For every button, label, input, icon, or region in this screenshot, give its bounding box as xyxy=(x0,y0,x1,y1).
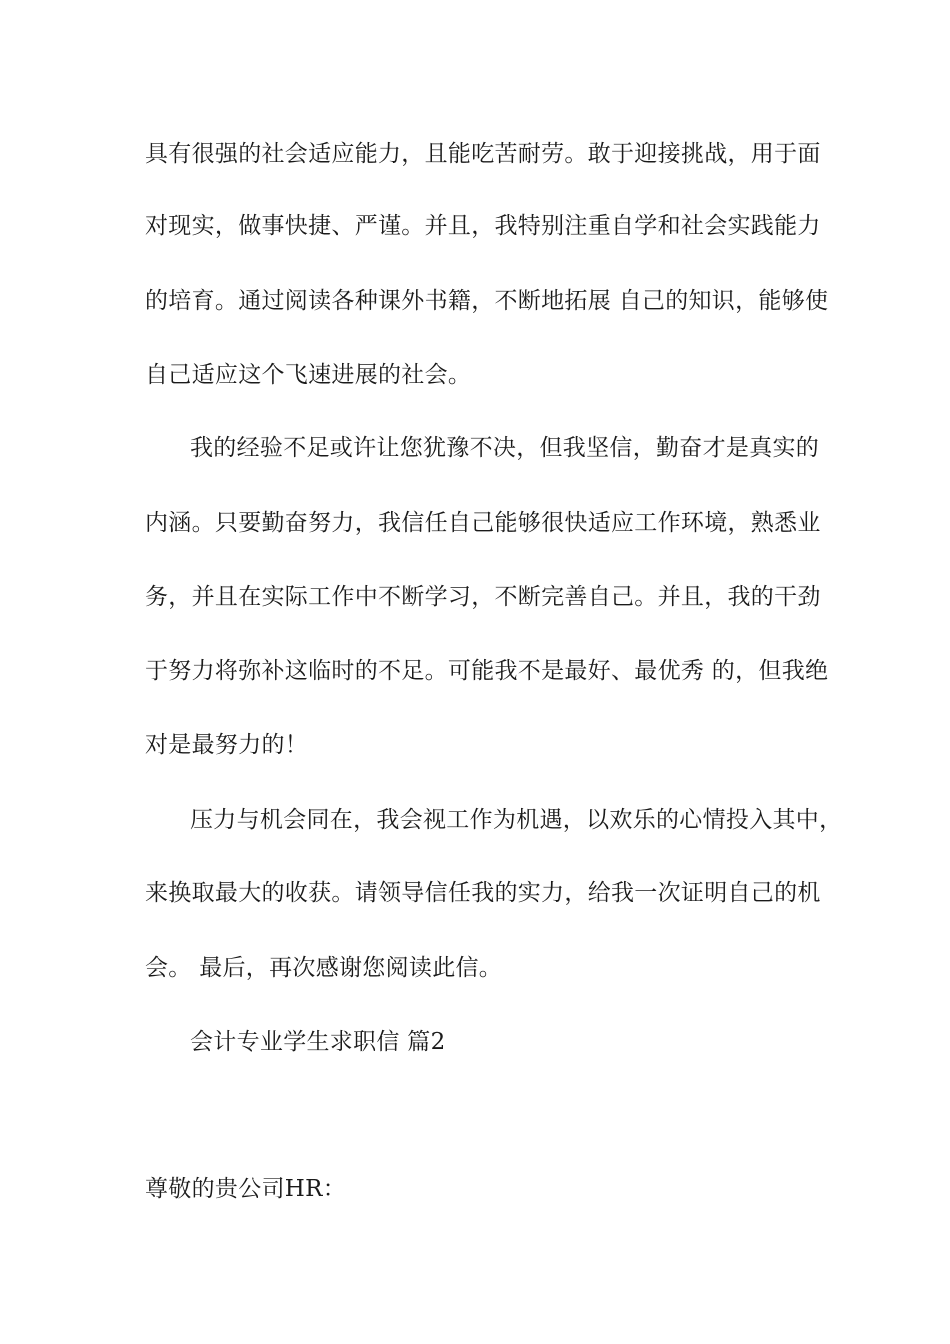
paragraph-line: 压力与机会同在，我会视工作为机遇，以欢乐的心情投入其中， xyxy=(190,807,843,833)
paragraph-line: 来换取最大的收获。请领导信任我的实力，给我一次证明自己的机 xyxy=(145,880,821,906)
paragraph-line: 对是最努力的！ xyxy=(145,732,309,758)
paragraph-line: 内涵。只要勤奋努力，我信任自己能够很快适应工作环境，熟悉业 xyxy=(145,510,821,536)
salutation: 尊敬的贵公司HR： xyxy=(145,1176,347,1202)
paragraph-line: 的培育。通过阅读各种课外书籍，不断地拓展 自己的知识，能够使 xyxy=(145,288,829,314)
paragraph-line: 于努力将弥补这临时的不足。可能我不是最好、最优秀 的，但我绝 xyxy=(145,658,829,684)
paragraph-line: 具有很强的社会适应能力，且能吃苦耐劳。敢于迎接挑战，用于面 xyxy=(145,141,821,167)
paragraph-line: 务，并且在实际工作中不断学习，不断完善自己。并且，我的干劲 xyxy=(145,584,821,610)
paragraph-line: 我的经验不足或许让您犹豫不决，但我坚信，勤奋才是真实的 xyxy=(190,435,820,461)
section-heading: 会计专业学生求职信 篇2 xyxy=(190,1029,446,1055)
paragraph-line: 对现实，做事快捷、严谨。并且，我特别注重自学和社会实践能力 xyxy=(145,213,821,239)
paragraph-line: 会。 最后，再次感谢您阅读此信。 xyxy=(145,955,503,981)
paragraph-line: 自己适应这个飞速进展的社会。 xyxy=(145,362,472,388)
